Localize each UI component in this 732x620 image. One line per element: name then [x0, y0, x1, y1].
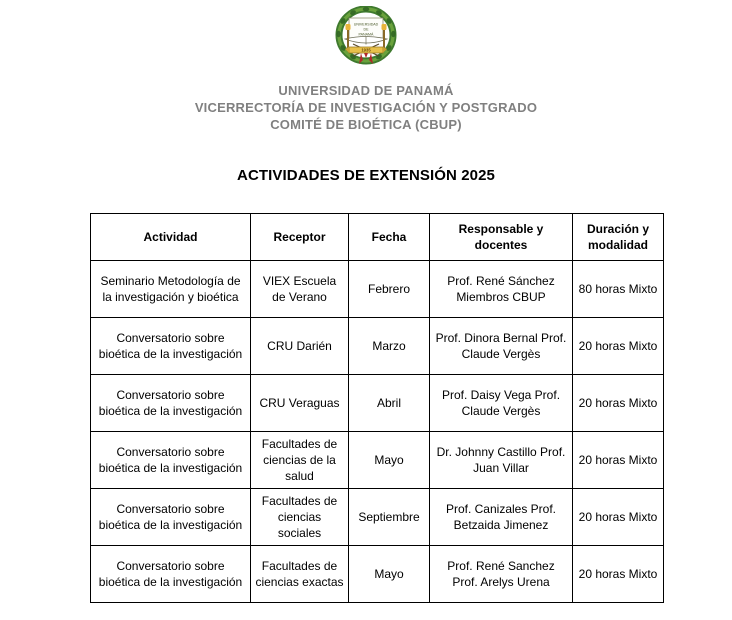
institution-line-comite: COMITÉ DE BIOÉTICA (CBUP)	[270, 117, 462, 132]
table-header-row	[91, 214, 664, 261]
svg-text:DE: DE	[363, 27, 369, 32]
cell-receptor: Facultades de ciencias exactas	[251, 546, 349, 603]
table-row	[91, 546, 664, 603]
institution-line-university: UNIVERSIDAD DE PANAMÁ	[278, 83, 454, 98]
cell-actividad: Conversatorio sobre bioética de la investigación	[91, 432, 251, 489]
table-row	[91, 432, 664, 489]
cell-fecha: Abril	[349, 375, 430, 432]
column-header-receptor: Receptor	[251, 214, 349, 261]
cell-receptor: CRU Darién	[251, 318, 349, 375]
cell-duracion: 20 horas Mixto	[573, 546, 664, 603]
cell-actividad: Conversatorio sobre bioética de la investigación	[91, 375, 251, 432]
cell-fecha: Mayo	[349, 546, 430, 603]
cell-receptor: Facultades de ciencias sociales	[251, 489, 349, 546]
cell-actividad: Conversatorio sobre bioética de la investigación	[91, 489, 251, 546]
cell-responsable: Prof. René Sanchez Prof. Arelys Urena	[430, 546, 573, 603]
cell-duracion: 20 horas Mixto	[573, 489, 664, 546]
cell-actividad: Seminario Metodología de la investigación y bioética	[91, 261, 251, 318]
activities-table-container	[0, 213, 732, 603]
cell-receptor: CRU Veraguas	[251, 375, 349, 432]
institution-line-vicerrectoria: VICERRECTORÍA DE INVESTIGACIÓN Y POSTGRADO	[194, 100, 538, 115]
cell-receptor: Facultades de ciencias de la salud	[251, 432, 349, 489]
table-body	[91, 261, 664, 603]
cell-responsable: Prof. Dinora Bernal Prof. Claude Vergès	[430, 318, 573, 375]
cell-actividad: Conversatorio sobre bioética de la investigación	[91, 318, 251, 375]
table-row	[91, 318, 664, 375]
activities-table	[90, 213, 664, 603]
column-header-responsable: Responsable y docentes	[430, 214, 573, 261]
cell-actividad: Conversatorio sobre bioética de la investigación	[91, 546, 251, 603]
column-header-fecha: Fecha	[349, 214, 430, 261]
cell-fecha: Mayo	[349, 432, 430, 489]
column-header-actividad: Actividad	[91, 214, 251, 261]
cell-receptor: VIEX Escuela de Verano	[251, 261, 349, 318]
table-row	[91, 261, 664, 318]
cell-duracion: 80 horas Mixto	[573, 261, 664, 318]
crest-container	[0, 0, 732, 66]
svg-text:PANAMÁ: PANAMÁ	[358, 32, 374, 37]
cell-fecha: Febrero	[349, 261, 430, 318]
cell-duracion: 20 horas Mixto	[573, 318, 664, 375]
cell-fecha: Marzo	[349, 318, 430, 375]
cell-duracion: 20 horas Mixto	[573, 375, 664, 432]
table-row	[91, 375, 664, 432]
page-title: ACTIVIDADES DE EXTENSIÓN 2025	[237, 167, 495, 184]
cell-duracion: 20 horas Mixto	[573, 432, 664, 489]
university-crest-icon	[335, 6, 397, 66]
table-header	[91, 214, 664, 261]
cell-responsable: Prof. Canizales Prof. Betzaida Jimenez	[430, 489, 573, 546]
cell-responsable: Dr. Johnny Castillo Prof. Juan Villar	[430, 432, 573, 489]
cell-responsable: Prof. René Sánchez Miembros CBUP	[430, 261, 573, 318]
cell-responsable: Prof. Daisy Vega Prof. Claude Vergès	[430, 375, 573, 432]
svg-text:1935: 1935	[361, 47, 371, 53]
institution-heading	[0, 82, 732, 133]
svg-text:UNIVERSIDAD: UNIVERSIDAD	[353, 22, 379, 27]
column-header-duracion: Duración y modalidad	[573, 214, 664, 261]
table-row	[91, 489, 664, 546]
cell-fecha: Septiembre	[349, 489, 430, 546]
